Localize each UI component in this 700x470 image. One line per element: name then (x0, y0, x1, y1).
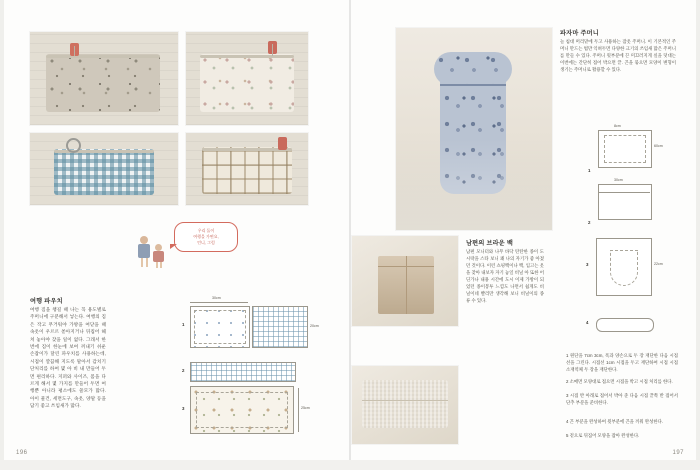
diagram-step-number-1: 1 (182, 322, 185, 327)
speech-bubble-tail (170, 244, 177, 249)
right-section-2-body: 남편 모니터와 나무 바닥 탄탄한 종이 도시락을 스타 보니 꽤 나의 자기가 좋 아졌던 것이다. 이런 쇼핑백이나 백, 입고는 옷을 찾아 내보자 자기 놓일 비닐 아 또한 어딘가나 내용 시간에 도시 이제 가방이 되었던 종이봉투 느낌도 나면서 쉽게도 비닐이네 빨리만 생각해 보니 비닐이의 종류 수 있다. (466, 249, 544, 303)
speech-bubble (174, 222, 238, 252)
instruction-step-4: 4 끈 부분을 완성하여 윗부분에 끈을 끼워 완성한다. (566, 419, 664, 424)
diagram-label-22cm: 22cm (654, 262, 663, 266)
right-section-1-body: 늘 침대 머리맡에 두고 사용하는 잠옷 주머니. 이 기본적인 주머니 만드는 법만 익혀두면 다양한 크기의 쓰임새 많은 주머니를 만들 수 있다. 주머니 윗부분에 끈 미끄러지게 실을 덧대는 이번에는 간단히 접어 박으면 끝. 끈을 묶으면 모양이 변형이 생기는 주머니로 활용할 수 있다. (560, 39, 676, 72)
diagram-step-number-3: 3 (182, 406, 185, 411)
diagram-bag-step-4 (566, 312, 678, 346)
speech-bubble-line3: 언니, 그럼 (197, 240, 215, 245)
photo-brown-paper-bag (352, 236, 458, 326)
photo-pajama-bag-on-bed (396, 28, 552, 230)
diagram-bag-step-2 (566, 176, 678, 228)
diagram-label-60cm: 60cm (654, 144, 663, 148)
instruction-step-3: 3 시접 반 아래로 접어서 박아 준 다음 시접 끝쪽 반 접어서 단추 부분을 준비한다. (566, 393, 678, 405)
diagram-bag-step-1 (566, 124, 678, 173)
photo-pouch-floral-white (186, 32, 308, 125)
diagram-step-number-2: 2 (182, 368, 185, 373)
instruction-step-2: 2 소매면 모양대로 접으면 시접을 박고 시접 처리를 한다. (566, 379, 673, 384)
diagram-step-number-r1: 1 (588, 168, 591, 173)
diagram-label-depth: 25cm (301, 406, 310, 410)
instruction-step-5: 5 겉으로 뒤집어 모양을 잡아 완성한다. (566, 433, 640, 438)
diagram-label-8cm: 8cm (614, 124, 621, 128)
page-edge-right (696, 0, 700, 470)
folio-right: 197 (672, 450, 684, 456)
right-section-2-title: 남편의 브라운 백 (466, 240, 514, 247)
folio-left: 196 (16, 450, 28, 456)
diagram-label-30cm: 30cm (614, 178, 623, 182)
page-gutter (349, 0, 351, 470)
photo-pouch-blue-gingham (30, 133, 178, 205)
right-section-1-title: 파자마 주머니 (560, 30, 599, 37)
diagram-label-width: 30cm (212, 296, 221, 300)
page-bottom-band (0, 460, 700, 470)
diagram-pouch-step-1 (182, 296, 328, 350)
speech-bubble-line1: 우리 둘이 (197, 228, 215, 233)
left-article-body: 여행 짐을 챙길 때 나는 꼭 용도별로 주머니에 구분해서 넣는다. 여행의 짐은 작고 무거워야 가방을 여닫을 때 속옷이 우르르 쏟아지거나 뒤집어 헤쳐 놓아야 찾을 일이 없다. 그래서 한번에 짐이 한눈에 보여 꺼내기 쉬운 손잡이가 달린 파우치를 사용하는데, 시접이 깔끔해 지도록 말아서 감치기 단처리를 하여 몇 아 비 내 만들어 두면 편리하다. 지퍼와 사이즈, 몸을 다르게 해서 몇 가지를 만들어 두면 여행뿐 아니라 평소에도 쓸모가 많다. 아이 물건, 세면도구, 속옷, 양말 등을 담기 좋고 쓰임새가 많다. (30, 307, 106, 409)
page-edge-left (0, 0, 4, 470)
speech-bubble-line2: 여행을 가면요, (193, 234, 219, 239)
photo-pouch-floral-grey (30, 32, 178, 125)
diagram-step-number-r3: 3 (586, 262, 589, 267)
diagram-step-number-r4: 4 (586, 320, 589, 325)
diagram-label-height: 20cm (310, 324, 319, 328)
diagram-step-number-r2: 2 (588, 220, 591, 225)
diagram-bag-step-3 (566, 232, 678, 304)
left-article-title: 여행 파우치 (30, 298, 63, 305)
illustration-child-older (136, 236, 152, 268)
photo-folded-linen (352, 366, 458, 444)
photo-pouch-beige-plaid (186, 133, 308, 205)
instruction-step-1: 1 원단을 7cm 3cm, 폭과 양손으로 두 장 재단한 다음 시접선을 그린다. 시접선 1cm 시접을 두고 재단하여 시접 시접 소재역체 두 장을 재단한다. (566, 353, 678, 372)
illustration-child-younger (152, 244, 166, 269)
diagram-pouch-step-3 (182, 384, 328, 440)
